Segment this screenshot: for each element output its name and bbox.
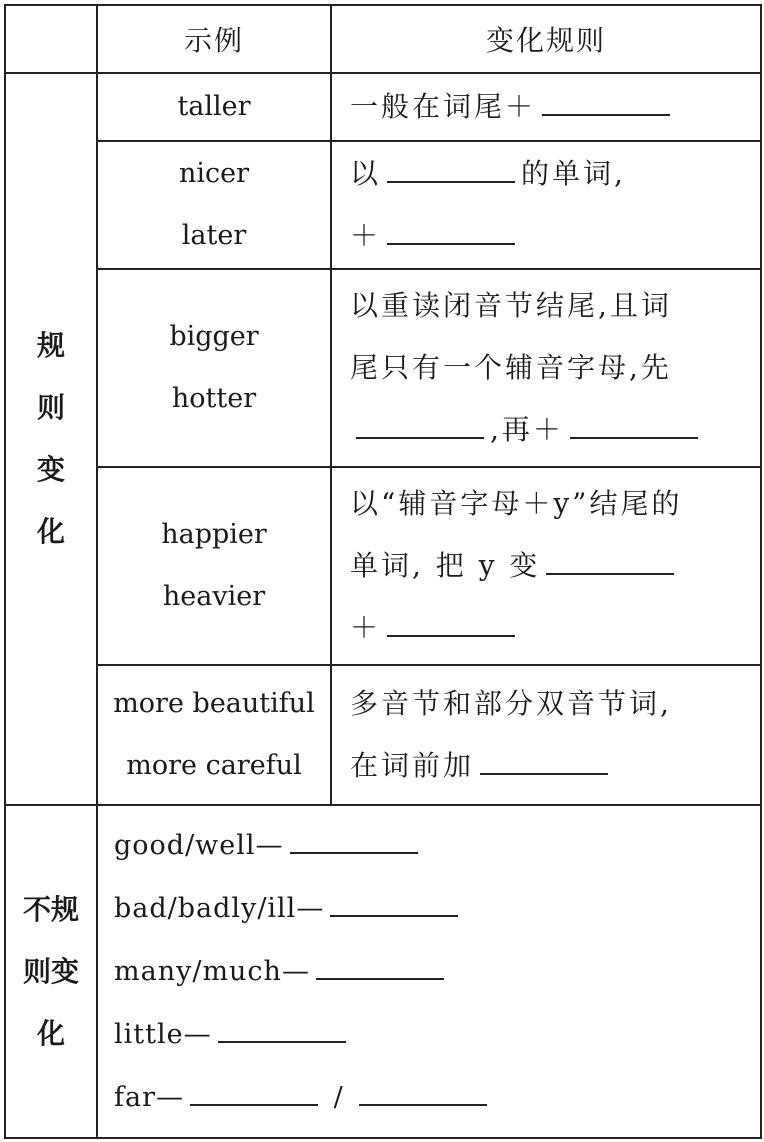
- regular-row: [5, 665, 761, 805]
- rule-cell: [331, 141, 761, 269]
- rule-line: [350, 735, 744, 797]
- example-word: more careful: [126, 750, 302, 781]
- example-cell: [97, 73, 331, 141]
- irregular-item: [114, 940, 760, 1003]
- answer-blank[interactable]: [480, 745, 608, 775]
- answer-blank[interactable]: [190, 1076, 318, 1106]
- rule-line: [350, 673, 744, 735]
- example-word: nicer: [178, 158, 250, 189]
- rule-text: 尾只有一个辅音字母,先: [350, 351, 672, 384]
- rule-text: good/well—: [114, 830, 284, 861]
- rule-text: 单词, 把 y 变: [350, 549, 541, 582]
- regular-change-label: [5, 73, 97, 805]
- rule-cell: [331, 665, 761, 805]
- answer-blank[interactable]: [218, 1013, 346, 1043]
- header-row: [5, 5, 761, 73]
- irregular-change-label: [5, 805, 97, 1138]
- label-char: 不规: [22, 892, 79, 926]
- example-word: more beautiful: [113, 688, 315, 719]
- rule-text: 多音节和部分双音节词,: [350, 687, 672, 720]
- rule-text: 以: [350, 157, 382, 190]
- rule-line: [350, 275, 744, 337]
- rule-text: 以“辅音字母＋y”结尾的: [350, 487, 683, 520]
- example-word: hotter: [171, 383, 257, 414]
- example-word: later: [181, 220, 247, 251]
- regular-row: [5, 141, 761, 269]
- answer-blank[interactable]: [359, 1076, 487, 1106]
- answer-blank[interactable]: [316, 950, 444, 980]
- answer-blank[interactable]: [542, 86, 670, 116]
- answer-blank[interactable]: [330, 887, 458, 917]
- rule-text: ,再＋: [490, 413, 564, 446]
- rule-line: [350, 76, 744, 138]
- answer-blank[interactable]: [356, 409, 484, 439]
- rule-text: 在词前加: [350, 749, 475, 782]
- rule-line: [350, 597, 744, 659]
- rule-text: ＋: [350, 219, 382, 252]
- rule-text: /: [324, 1082, 354, 1113]
- rule-text: 的单词,: [521, 157, 626, 190]
- example-word: taller: [177, 91, 251, 122]
- example-cell: [97, 665, 331, 805]
- header-rule: 变化规则: [331, 5, 761, 73]
- rule-text: bad/badly/ill—: [114, 893, 325, 924]
- label-char: 化: [36, 1016, 65, 1050]
- label-char: 则变: [22, 954, 79, 988]
- rule-text: little—: [114, 1019, 212, 1050]
- example-word: bigger: [169, 321, 259, 352]
- rule-line: [350, 205, 744, 267]
- rule-line: [350, 473, 744, 535]
- label-char: 则: [36, 391, 65, 424]
- irregular-item: [114, 1003, 760, 1066]
- label-char: 规: [36, 329, 65, 362]
- corner-cell: [5, 5, 97, 73]
- comparative-rules-table: [4, 4, 762, 1139]
- irregular-row: [5, 805, 761, 1138]
- regular-row: [5, 467, 761, 665]
- regular-row: [5, 269, 761, 467]
- rule-cell: [331, 73, 761, 141]
- rule-line: [350, 143, 744, 205]
- example-cell: [97, 141, 331, 269]
- rule-text: 以重读闭音节结尾,且词: [350, 289, 672, 322]
- header-example: 示例: [97, 5, 331, 73]
- rule-line: [350, 399, 744, 461]
- irregular-item: [114, 814, 760, 877]
- rule-text: many/much—: [114, 956, 310, 987]
- rule-cell: [331, 269, 761, 467]
- rule-line: [350, 535, 744, 597]
- answer-blank[interactable]: [546, 545, 674, 575]
- rule-line: [350, 337, 744, 399]
- rule-text: ＋: [350, 611, 382, 644]
- example-word: heavier: [162, 581, 266, 612]
- regular-row: [5, 73, 761, 141]
- rule-text: far—: [114, 1082, 184, 1113]
- example-cell: [97, 467, 331, 665]
- irregular-item: [114, 877, 760, 940]
- rule-cell: [331, 467, 761, 665]
- answer-blank[interactable]: [387, 215, 515, 245]
- answer-blank[interactable]: [290, 824, 418, 854]
- label-char: 化: [36, 515, 65, 548]
- example-word: happier: [161, 519, 267, 550]
- irregular-item: [114, 1066, 760, 1129]
- answer-blank[interactable]: [387, 607, 515, 637]
- answer-blank[interactable]: [570, 409, 698, 439]
- answer-blank[interactable]: [387, 153, 515, 183]
- irregular-items-cell: [97, 805, 761, 1138]
- label-char: 变: [36, 453, 65, 486]
- rule-text: 一般在词尾＋: [350, 90, 537, 123]
- example-cell: [97, 269, 331, 467]
